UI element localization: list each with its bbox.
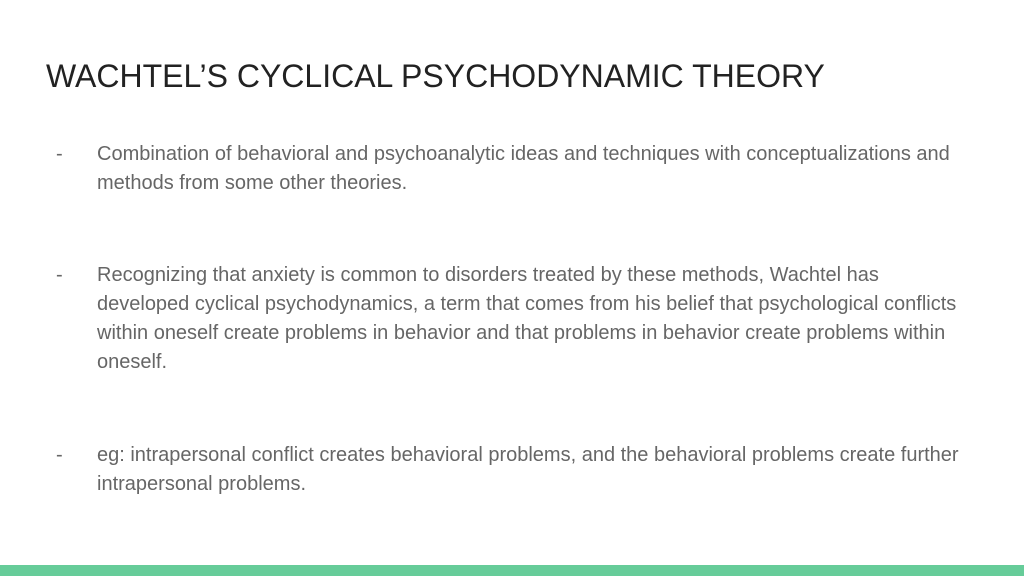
bullet-marker: - xyxy=(56,444,63,466)
bullet-marker: - xyxy=(56,264,63,286)
slide-title: WACHTEL’S CYCLICAL PSYCHODYNAMIC THEORY xyxy=(46,58,825,94)
bullet-text: Combination of behavioral and psychoanalytic ideas and techniques with conceptualizations and methods from some other theories. xyxy=(97,143,950,194)
bullet-text: Recognizing that anxiety is common to disorders treated by these methods, Wachtel has developed cyclical psychodynamics, a term that comes from his belief that psychological conflicts within oneself create problems in behavior and that problems in behavior create problems within oneself. xyxy=(97,264,957,373)
bullet-text: eg: intrapersonal conflict creates behavioral problems, and the behavioral problems create further intrapersonal problems. xyxy=(97,444,959,495)
bullet-marker: - xyxy=(56,143,63,165)
accent-bar xyxy=(0,565,1024,576)
